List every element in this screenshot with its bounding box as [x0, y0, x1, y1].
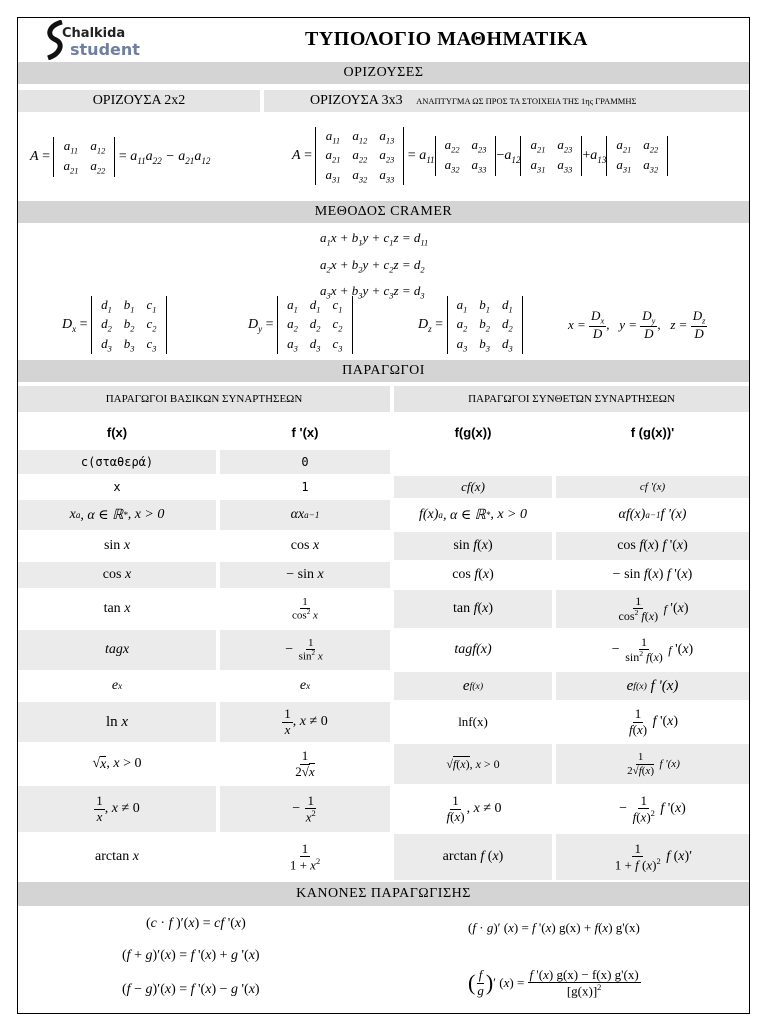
row-arctan-fgpx: $\frac{1}{1 + f (x)^2}$ f ( x )′: [556, 834, 749, 880]
row-cos-fgx: cos f ( x ): [452, 567, 494, 582]
row-recip-fpx: − $\frac{1}{x^2}$: [220, 786, 390, 832]
row-recip-fgx: $\frac{1}{f(x)}$ , x ≠ 0: [446, 793, 502, 824]
row-exp-fgx: e f(x): [394, 672, 552, 700]
row-tan-fpx: $\frac{1}{\cos^2 x}$: [292, 596, 318, 622]
cramer-system: $a_1x + b_1y + c_1z = d_{11}$ $a_2x + b_2y + c_2z = d_2$ $a_3x + b_3y + c_3z = d_3$: [320, 230, 429, 301]
section-rules-title: ΚΑΝΟΝΕΣ ΠΑΡΑΓΩΓΙΣΗΣ: [18, 882, 749, 906]
row-exp-fpx: e x: [299, 678, 311, 693]
row-sqrt-fgx: √ f(x) , x > 0: [394, 744, 552, 784]
row-ln-fgx: lnf(x): [458, 714, 488, 729]
row-sqrt-fpx: $\frac{1}{2√x}$: [295, 748, 315, 779]
row-const-fx: c(σταθερά): [18, 450, 216, 474]
rule-sum: (f + g)′(x) = f '(x) + g '(x): [122, 948, 260, 963]
rule-difference: (f − g)′(x) = f '(x) − g '(x): [122, 982, 260, 997]
row-sin-fgx: sin f ( x ): [394, 532, 552, 560]
det-2x2-formula: A = $a_{11}$ $a_{12}$ $a_{21}$ $a_{22}$ = $a_{11}a_{22} - a_{21}a_{12}$: [30, 138, 211, 176]
row-x-fx: x: [113, 480, 121, 494]
logo-text-top: Chalkida: [62, 26, 126, 41]
section-determinants-title: ΟΡΙΖΟΥΣΕΣ: [18, 62, 749, 84]
row-tan-fgpx: $\frac{1}{\cos^2 f(x)}$ f '( x ): [556, 590, 749, 628]
row-power-fpx: αx a−1: [220, 500, 390, 530]
row-tag-fgx: tagf(x): [454, 642, 492, 657]
rule-quotient: ( $\frac{f}{g}$ ) ′ ( x ) = $\frac{f '(x) g(x) - f(x) g'(x)}{[g(x)]^2}$: [468, 966, 639, 999]
row-const-fpx: 0: [220, 450, 390, 474]
cramer-dz: $D_z$ = $a_1$ $b_1$ $d_1$ $a_2$ $b_2$ $d_2$ $a_3$ $b_3$ $d_3$: [418, 290, 538, 360]
row-power-fgpx: αf(x) a−1 f '(x): [618, 507, 687, 522]
det-3x3-note: ΑΝΑΠΤΥΓΜΑ ΩΣ ΠΡΟΣ ΤΑ ΣΤΟΙΧΕΙΑ ΤΗΣ 1ης ΓΡΑΜΜΗΣ: [416, 96, 637, 106]
row-power-fx: x a , α ∈ ℝ * , x > 0: [18, 500, 216, 530]
section-cramer-title: ΜΕΘΟΔΟΣ CRAMER: [18, 201, 749, 223]
det-3x3-formula: A = $a_{11}$ $a_{12}$ $a_{13}$ $a_{21}$ $a_{22}$ $a_{23}$ $a_{31}$ $a_{32}$ $a_{33}$ = $a_{11}$ $a_{22}$ $a_{23}$ $a_{32}$ $a_{33}$ − $a_{12}$ $a_{21}$ $a_{23}$ $a_{31}$ $a_{33}$ + $a_{13}$ $a_{21}$ $a_{22}$ $a_{31}$ $a_{32}$: [292, 118, 742, 194]
row-cos-fgpx: − sin f ( x ) f '( x ): [612, 567, 693, 582]
logo-text-bottom: student: [70, 40, 140, 59]
row-x-fpx: 1: [301, 480, 309, 494]
det-3x3-label: ΟΡΙΖΟΥΣΑ 3x3: [310, 93, 403, 108]
row-ln-fgpx: $\frac{1}{f(x)}$ f '( x ): [628, 706, 679, 737]
row-cos-fpx: − sin x: [220, 562, 390, 588]
row-cos-fx: cos x: [18, 562, 216, 588]
row-sin-fpx: cos x: [290, 538, 320, 553]
row-tan-fx: tan x: [103, 601, 131, 616]
col-header-fgx: f(g(x)): [454, 424, 492, 440]
cramer-dy: $D_y$ = $a_1$ $d_1$ $c_1$ $a_2$ $d_2$ $c_2$ $a_3$ $d_3$ $c_3$: [248, 290, 368, 360]
row-recip-fgpx: − $\frac{1}{f(x)^2}$ f '( x ): [619, 792, 686, 825]
row-arctan-fpx: $\frac{1}{1 + x^2}$: [289, 840, 321, 873]
det-3x3-subtitle: [264, 90, 749, 112]
section-derivatives-title: ΠΑΡΑΓΩΓΟΙ: [18, 360, 749, 382]
row-x-fgpx: cf '(x): [556, 476, 749, 498]
det-2x2-label: ΟΡΙΖΟΥΣΑ 2x2: [92, 93, 186, 108]
row-tag-fx: tagx: [18, 630, 216, 670]
logo: [44, 20, 144, 62]
row-tan-fgx: tan f ( x ): [394, 590, 552, 628]
col-header-fgpx: f (g(x))': [630, 424, 675, 440]
page-title: ΤΥΠΟΛΟΓΙΟ ΜΑΘΗΜΑΤΙΚΑ: [305, 28, 588, 50]
col-header-fpx: f '(x): [291, 424, 319, 440]
row-ln-fpx: $\frac{1}{x}$ , x ≠ 0: [220, 702, 390, 742]
row-x-fgx: cf(x): [394, 476, 552, 498]
row-sqrt-fx: √ x , x > 0: [92, 756, 142, 772]
det-2x2-subtitle: [18, 90, 260, 112]
row-ln-fx: ln x: [18, 702, 216, 742]
rule-product: (f · g)′ (x) = f '(x) g(x) + f(x) g'(x): [468, 920, 640, 935]
cramer-dx: $D_x$ = $d_1$ $b_1$ $c_1$ $d_2$ $b_2$ $c_2$ $d_3$ $b_3$ $c_3$: [62, 290, 182, 360]
composite-derivatives-subtitle: ΠΑΡΑΓΩΓΟΙ ΣΥΝΘΕΤΩΝ ΣΥΝΑΡΤΗΣΕΩΝ: [394, 386, 749, 412]
row-arctan-fgx: arctan f ( x ): [394, 834, 552, 880]
row-sin-fx: sin x: [103, 538, 131, 553]
row-exp-fgpx: e f(x) f '(x): [556, 672, 749, 700]
row-arctan-fx: arctan x: [95, 849, 139, 864]
cramer-solution: x = $\frac{D_x}{D}$ , y = $\frac{D_y}{D}$ , z = $\frac{D_z}{D}$: [568, 307, 706, 341]
row-sin-fgpx: cos f ( x ) f '( x ): [556, 532, 749, 560]
row-sqrt-fgpx: $\frac{1}{2√f(x)}$ f '(x): [556, 744, 749, 784]
col-header-fx: f(x): [106, 424, 128, 440]
row-tag-fpx: − $\frac{1}{\sin^2 x}$: [220, 630, 390, 670]
row-power-fgx: f(x) a , α ∈ ℝ * , x > 0: [418, 507, 527, 523]
row-exp-fx: e x: [111, 678, 123, 693]
row-recip-fx: $\frac{1}{x}$ , x ≠ 0: [18, 786, 216, 832]
basic-derivatives-subtitle: ΠΑΡΑΓΩΓΟΙ ΒΑΣΙΚΩΝ ΣΥΝΑΡΤΗΣΕΩΝ: [18, 386, 390, 412]
row-tag-fgpx: − $\frac{1}{\sin^2 f(x)}$ f '( x ): [611, 634, 694, 664]
rule-constant: (c · f )′(x) = cf '(x): [146, 916, 246, 931]
